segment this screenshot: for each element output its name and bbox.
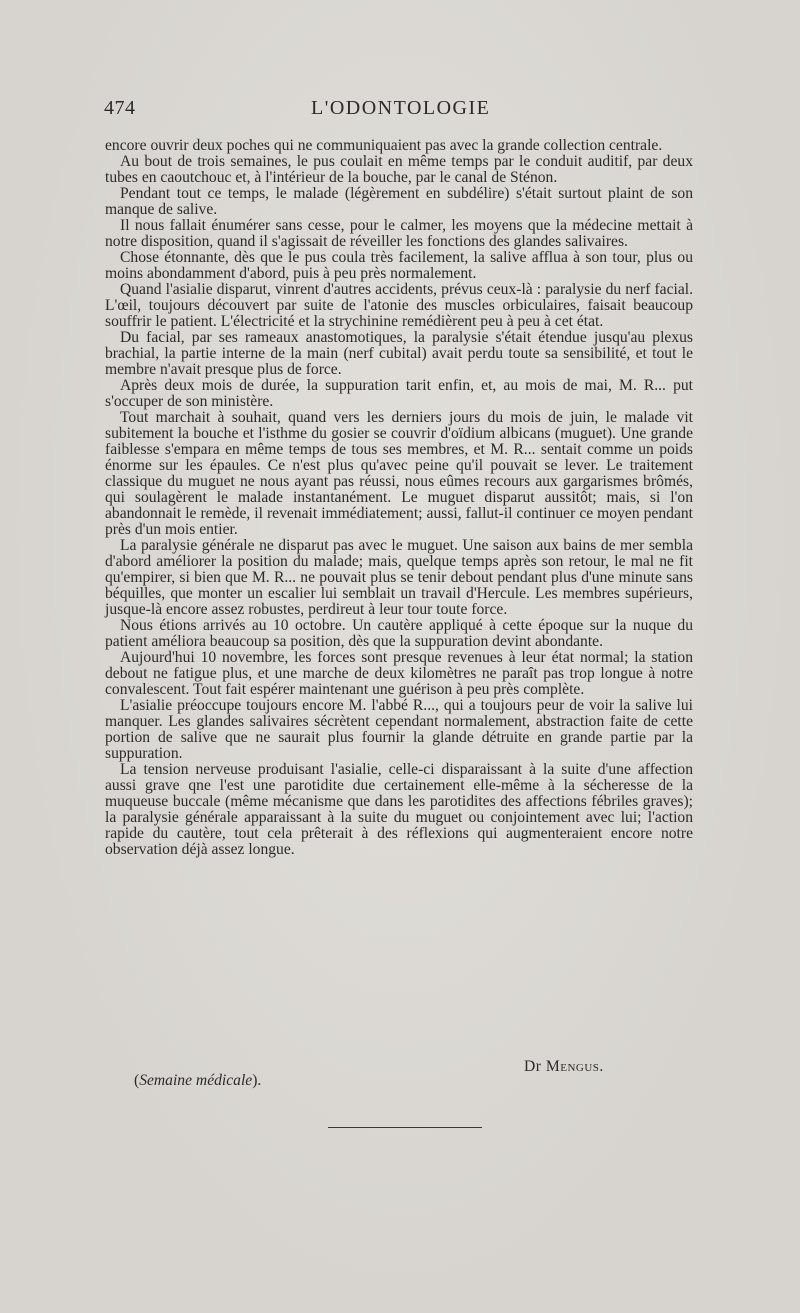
paragraph: Du facial, par ses rameaux anastomotiques, la paralysie s'était étendue jusqu'au plexus brachial, la partie interne de la main (nerf cubital) avait perdu toute sa sensibilité, et tout le membre n'avait presque plus de force. [105,329,693,378]
paragraph: encore ouvrir deux poches qui ne communiquaient pas avec la grande collection centrale. [105,137,663,154]
author-title: Dr [524,1058,542,1075]
paragraph: Chose étonnante, dès que le pus coula très facilement, la salive afflua à son tour, plus ou moins abondamment d'abord, puis à peu près normalement. [105,249,693,282]
paragraph: Après deux mois de durée, la suppuration tarit enfin, et, au mois de mai, M. R... put s'occuper de son ministère. [105,377,693,410]
page-number: 474 [104,97,136,119]
paragraph: La tension nerveuse produisant l'asialie, celle-ci disparaissant à la suite d'une affection aussi grave qne l'est une parotidite due certainement elle-même à la sécheresse de la muqueuse buccale (même mécanisme que dans les parotidites des affections fébriles graves); la paralysie générale apparaissant à la suite du muguet ou conjointement avec lui; l'action rapide du cautère, tout cela prêterait à des réflexions qui augmenteraient encore notre observation déjà assez longue. [105,761,693,858]
paragraph: Tout marchait à souhait, quand vers les derniers jours du mois de juin, le malade vit subitement la bouche et l'isthme du gosier se couvrir d'oïdium albicans (muguet). Une grande faiblesse s'empara en même temps de tous ses membres, et M. R... sentait comme un poids énorme sur les épaules. Ce n'est plus qu'avec peine qu'il pouvait se lever. Le traitement classique du muguet ne nous ayant pas réussi, nous eûmes recours aux gargarismes brômés, qui soulagèrent le malade instantanément. Le muguet disparut aussitôt; mais, si l'on abandonnait le remède, il revenait immédiatement; aussi, fallut-il continuer ce moyen pendant près d'un mois entier. [105,409,693,538]
article-body [105,138,693,858]
author-signature [524,1058,604,1076]
source-title: Semaine médicale [139,1072,253,1089]
paragraph: Aujourd'hui 10 novembre, les forces sont presque revenues à leur état normal; la station debout ne fatigue plus, et une marche de deux kilomètres ne paraît pas trop longue à notre convalescent. Tout fait espérer maintenant une guérison à peu près complète. [105,649,693,698]
paragraph: La paralysie générale ne disparut pas avec le muguet. Une saison aux bains de mer sembla d'abord améliorer la position du malade; mais, quelque temps après son retour, le mal ne fit qu'empirer, si bien que M. R... ne pouvait plus se tenir debout pendant plus d'une minute sans béquilles, que monter un escalier lui semblait un travail d'Hercule. Les membres supérieurs, jusque-là encore assez robustes, perdireut à leur tour toute force. [105,537,693,618]
author-name: Mengus. [545,1058,604,1075]
paragraph: Il nous fallait énumérer sans cesse, pour le calmer, les moyens que la médecine mettait à notre disposition, quand il s'agissait de réveiller les fonctions des glandes salivaires. [105,217,693,250]
source-close-paren: ). [252,1072,262,1089]
section-divider [328,1127,482,1128]
source-open-paren: ( [134,1072,140,1089]
paragraph: Nous étions arrivés au 10 octobre. Un cautère appliqué à cette époque sur la nuque du patient améliora beaucoup sa position, dès que la suppuration devint abondante. [105,617,693,650]
paragraph: Pendant tout ce temps, le malade (légèrement en subdélire) s'était surtout plaint de son manque de salive. [105,185,693,218]
paragraph: Au bout de trois semaines, le pus coulait en même temps par le conduit auditif, par deux tubes en caoutchouc et, à l'intérieur de la bouche, par le canal de Sténon. [105,153,693,186]
paragraph: Quand l'asialie disparut, vinrent d'autres accidents, prévus ceux-là : paralysie du nerf facial. L'œil, toujours découvert par suite de l'atonie des muscles orbiculaires, faisait beaucoup souffrir le patient. L'électricité et la strychinine remédièrent peu à peu à cet état. [105,281,693,330]
running-title: L'ODONTOLOGIE [311,97,491,119]
page-header [104,97,694,125]
paragraph: L'asialie préoccupe toujours encore M. l'abbé R..., qui a toujours peur de voir la salive lui manquer. Les glandes salivaires sécrètent cependant normalement, abstraction faite de cette portion de salive que ne saurait plus fournir la glande détruite en grande partie par la suppuration. [105,697,693,762]
source-citation [134,1072,261,1090]
